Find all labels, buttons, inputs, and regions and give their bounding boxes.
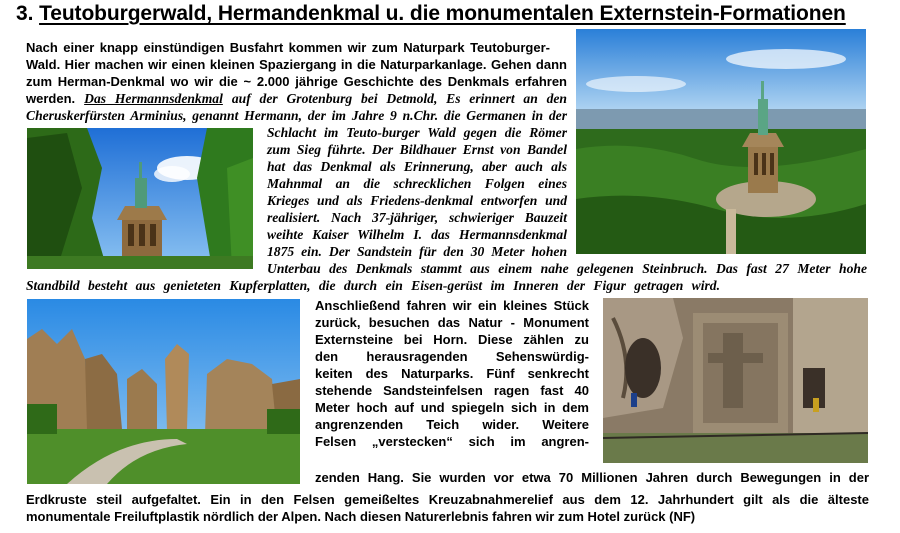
monument-line-9: Unterbau des Denkmals stammt aus einem nahe gelegenen Steinbruch. Das fast 27 Meter hohe [267,261,867,276]
externsteine-line-4: den herausragenden Sehenswürdig- [315,349,589,364]
externsteine-line-7: Meter hoch auf und spiegeln sich in dem [315,400,589,415]
monument-line-5: Krieges und als Friedens-denkmal entworfen und [267,193,567,208]
intro-line-3: zum Herman-Denkmal wo wir die ~ 2.000 jährige Geschichte des Denkmals erfahren [26,74,567,89]
monument-line-2: zum Sieg führte. Der Bildhauer Ernst von Bandel [267,142,567,157]
externsteine-line-1: Anschließend fahren wir ein kleines Stück [315,298,589,313]
externsteine-line-2: zurück, besuchen das Natur - Monument [315,315,589,330]
externsteine-line-12: monumentale Freiluftplastik nördlich der Alpen. Nach diesen Naturerlebnis fahren wir zum Hotel zurück (NF) [26,509,696,524]
section-title: Teutoburgerwald, Hermandenkmal u. die monumentalen Externstein-Formationen [39,2,846,25]
monument-line-8: 1875 ein. Der Sandstein für den 30 Meter hohen [267,244,567,259]
monument-line-1: Schlacht im Teuto-burger Wald gegen die Römer [267,125,567,140]
externsteine-line-3: Externsteine bei Horn. Diese zählen zu [315,332,589,347]
monument-line-7: weihte Kaiser Wilhelm I. das Hermannsdenkmal [267,227,567,242]
monument-line-4: Mahnmal an die schrecklichen Folgen eines [267,176,567,191]
section-number: 3. [16,2,34,25]
intro-line-5: Cheruskerfürsten Arminius, genannt Hermann, der im Jahre 9 n.Chr. die Germanen in der [26,108,567,123]
intro-line-4-rest: auf der Grotenburg bei Detmold, Es erinnert an den [231,91,567,106]
hermannsdenkmal-aerial-photo [576,29,866,254]
externsteine-line-11: Erdkruste steil aufgefaltet. Ein in den Felsen gemeißeltes Kreuzabnahmerelief aus dem 12. Jahrhundert gilt als die älteste [26,492,869,507]
externsteine-line-8: angrenzenden Teich wider. Weitere [315,417,589,432]
hermannsdenkmal-photo [27,128,253,269]
externsteine-line-10: zenden Hang. Sie wurden vor etwa 70 Millionen Jahren durch Bewegungen in der [315,470,869,485]
monument-line-3: hat das Denkmal als Erinnerung, aber auch als [267,159,567,174]
externsteine-line-5: keiten des Naturparks. Fünf senkrecht [315,366,589,381]
intro-line-4-start: werden. [26,91,76,106]
monument-line-10: Standbild besteht aus genieteten Kupferplatten, die durch ein Eisen-gerüst im Inneren der Figur getragen wird. [26,278,720,293]
intro-line-2: Wald. Hier machen wir einen kleinen Spaziergang in die Naturparkanlage. Gehen dann [26,57,567,72]
intro-line-4 [26,90,567,107]
kreuzabnahmerelief-photo [603,298,868,463]
hermannsdenkmal-link[interactable]: Das Hermannsdenkmal [84,91,223,106]
page-title [16,2,846,26]
externsteine-line-6: stehende Sandsteinfelsen ragen fast 40 [315,383,589,398]
externsteine-line-9: Felsen „verstecken“ sich im angren- [315,434,589,449]
monument-line-6: realisiert. Nach 37-jähriger, schwieriger Bauzeit [267,210,567,225]
externsteine-photo [27,299,300,484]
intro-line-1: Nach einer knapp einstündigen Busfahrt kommen wir zum Naturpark Teutoburger- [26,40,550,55]
